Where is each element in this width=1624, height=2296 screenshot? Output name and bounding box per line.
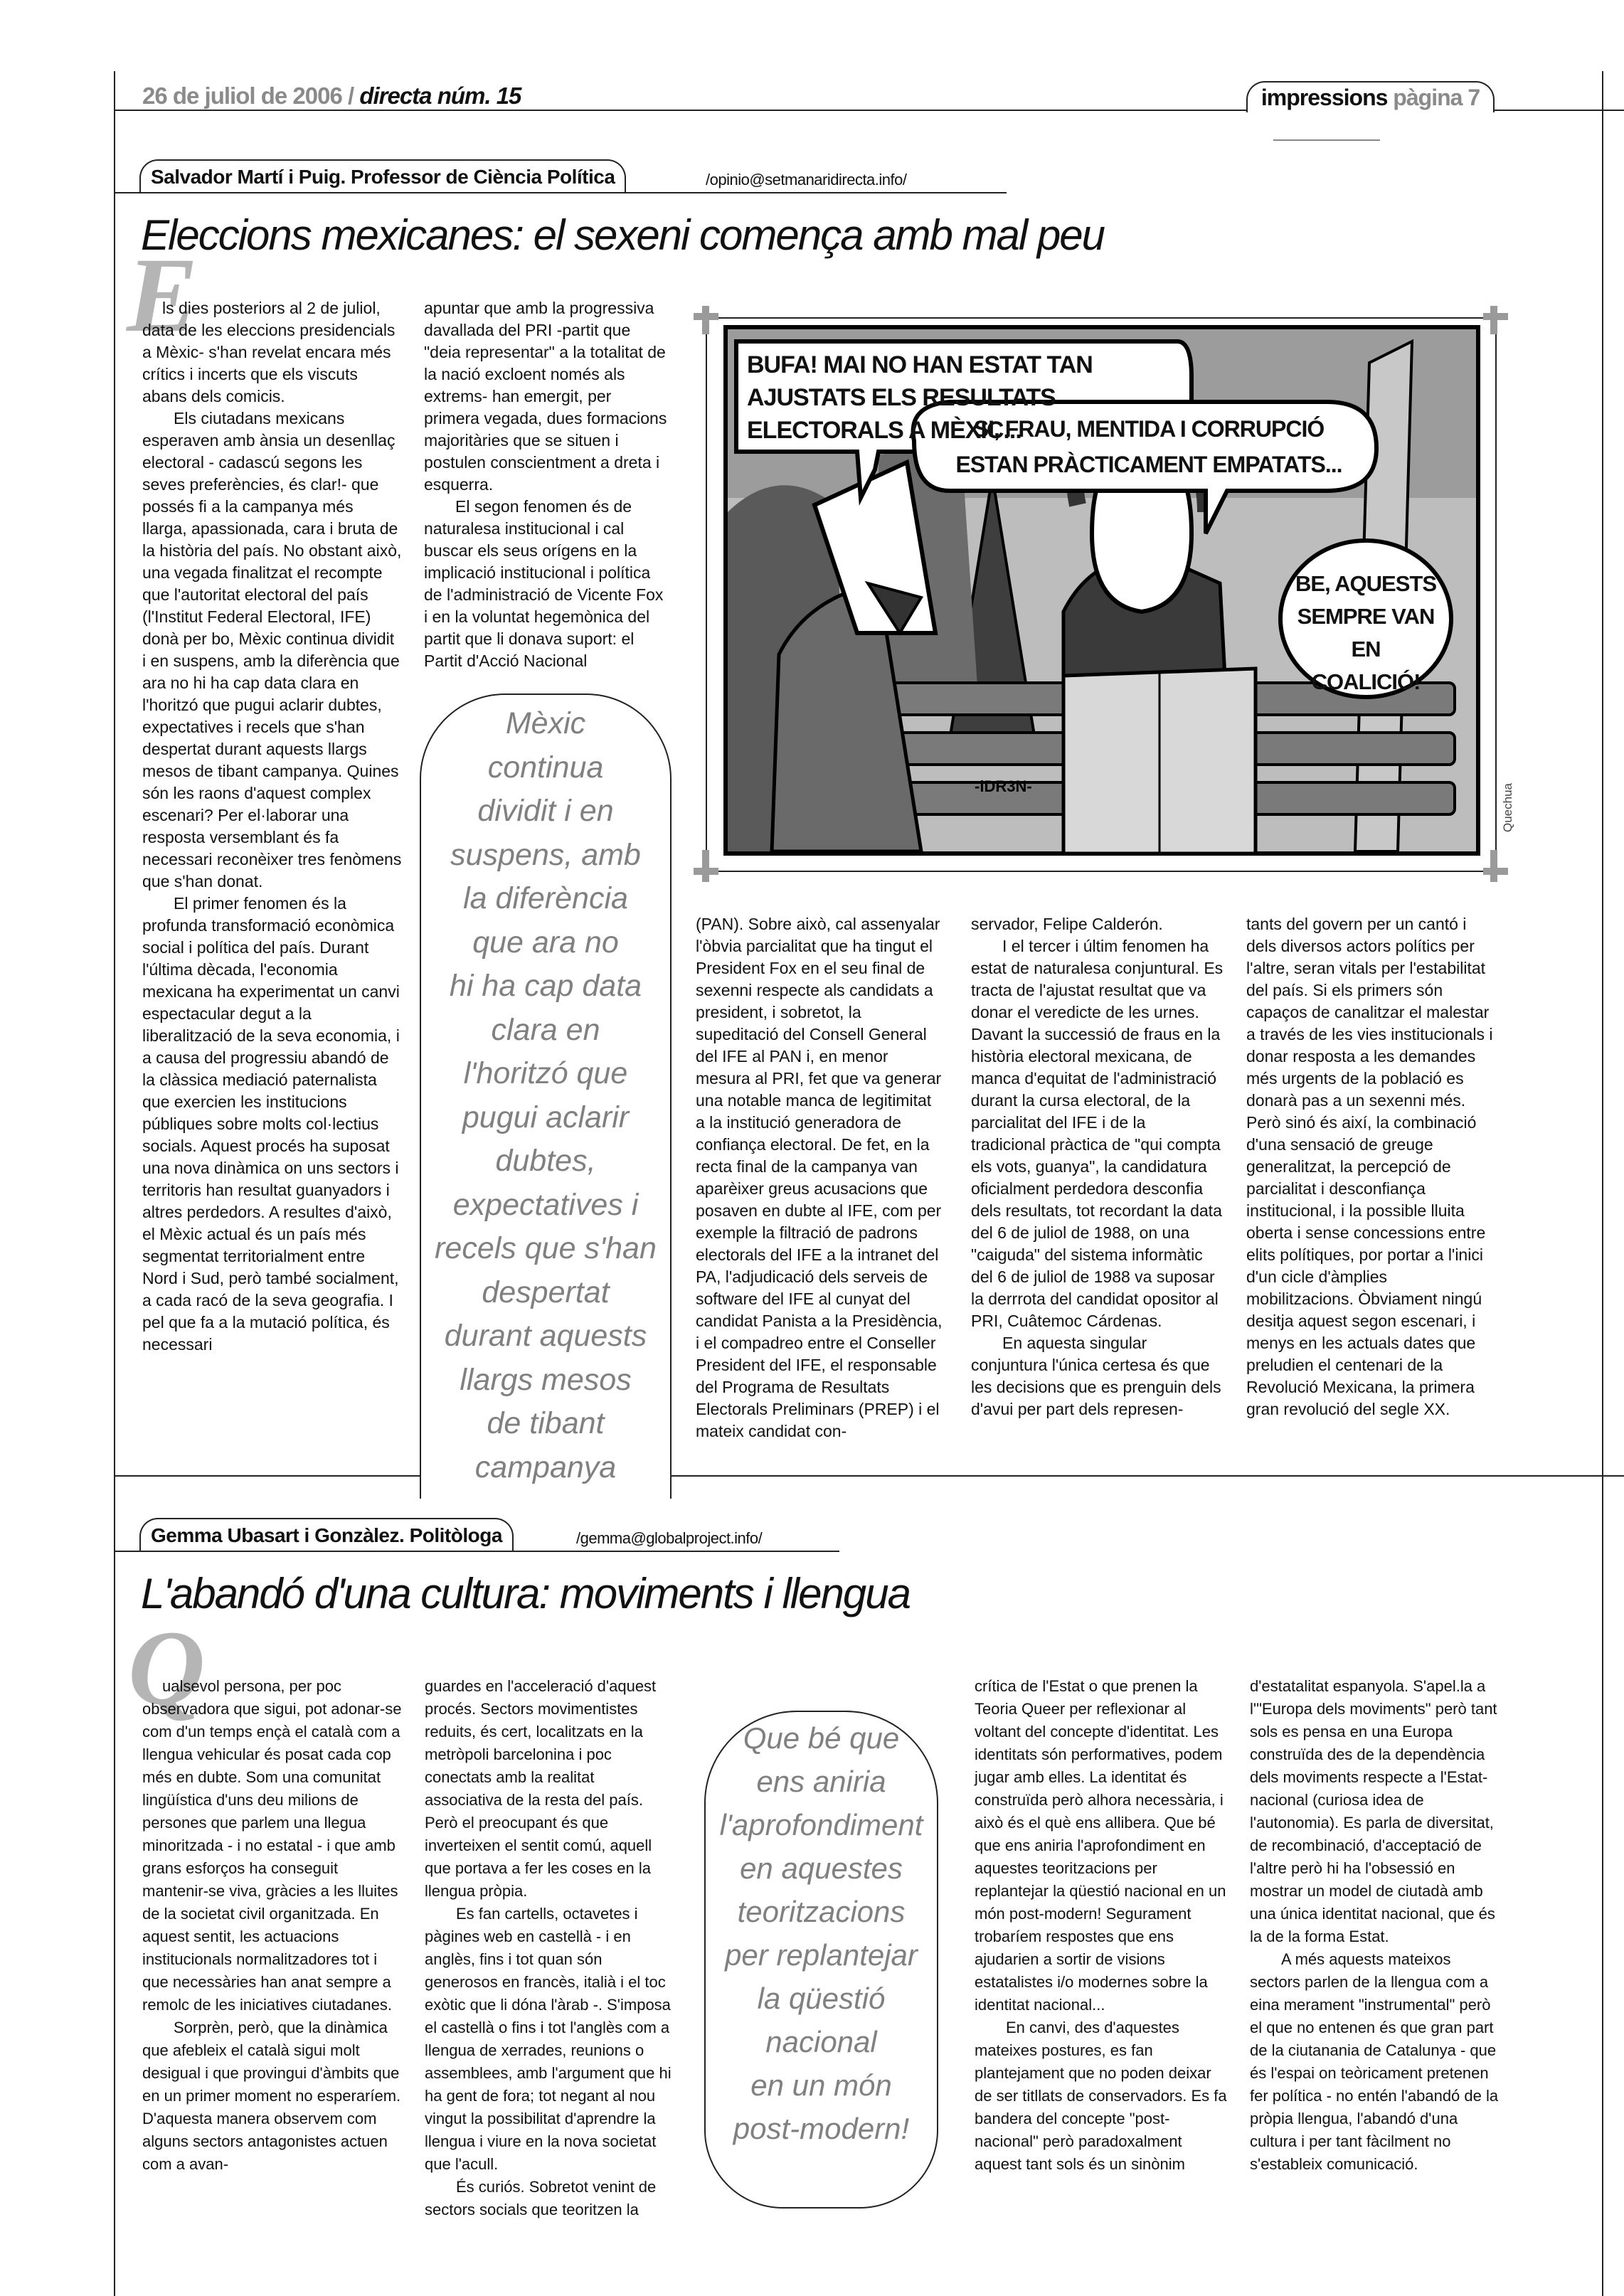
- drop-cap: Q: [128, 1609, 206, 1727]
- article1-email[interactable]: /opinio@setmanaridirecta.info/: [706, 171, 907, 188]
- article2-column-3: [975, 1675, 1227, 2176]
- article1-column-3: [696, 913, 945, 1442]
- article1-column-5: [1246, 913, 1499, 1420]
- paragraph: crítica de l'Estat o que prenen la Teoria Queer per reflexionar al voltant del concepte d'identitat. Les identitats són performatives, podem jugar amb elles. La identitat és construïda però alhora necessària, i això és el què ens allibera. Que bé que ens aniria l'aprofondiment en aquestes teoritzacions per replantejar la qüestió nacional en un món post-modern! Segurament trobaríem respostes que ens ajudarien a sortir de visions estatalistes i/o modernes sobre la identitat nacional...: [975, 1677, 1226, 2014]
- tab-underline: [1273, 139, 1380, 141]
- article1-column-1: [142, 297, 402, 1356]
- issue-date: 26 de juliol de 2006 /: [142, 83, 354, 109]
- paragraph: tants del govern per un cantó i dels diversos actors polítics per l'altre, seran vitals per l'estabilitat del país. Si els primers són capaços de canalitzar el malestar a través de les vies institucionals i donar resposta a les demandes més urgents de la població es donarà pas a un sexenni més. Però sinó és així, la combinació d'una sensació de greuge generalitzat, la percepció de parcialitat i desconfiança institucional, i la possible lluita oberta i sense concessions entre elits polítiques, por portar a l'inici d'un cicle d'àmplies mobilitzacions. Òbviament ningú desitja aquest segon escenari, i menys en les actuals dates que preludien el centenari de la Revolució Mexicana, la primera gran revolució del segle XX.: [1246, 915, 1493, 1418]
- paragraph: guardes en l'acceleració d'aquest procés. Sectors movimentistes reduits, és cert, localitzats en la metròpoli barcelonina i poc conectats amb la realitat associativa de la resta del país. Però el preocupant és que inverteixen el sentit comú, aquell que portava a fer les coses en la llengua pròpia.: [425, 1677, 657, 1900]
- article1-column-4: [971, 913, 1224, 1420]
- paragraph: En canvi, des d'aquestes mateixes postures, es fan plantejament que no poden deixar de ser titllats de conservadors. Es fa bandera del concepte "post-nacional" però paradoxalment aquest tant sols és un sinònim: [975, 2019, 1227, 2173]
- section-divider: [114, 1475, 1624, 1477]
- paragraph: ls dies posteriors al 2 de juliol, data de les eleccions presidencials a Mèxic- s'han revelat encara més crítics i incerts que els viscuts abans dels comicis.: [142, 299, 396, 405]
- paragraph: d'estatalitat espanyola. S'apel.la a l'"Europa dels moviments" però tant sols es pensa en una Europa construïda des de la dependència dels moviments respecte a l'Estat-nacional (curiosa idea de l'autonomia). Es parla de diversitat, de recombinació, d'acceptació de l'altre però hi ha l'obsessió en mostrar un model de ciutadà amb una única identitat nacional, que és la de la forma Estat.: [1250, 1677, 1497, 1945]
- pull-quote: Mèxic continua dividit i en suspens, amb la diferència que ara no hi ha cap data clara en l'horitzó que pugui aclarir dubtes, expectatives i recels que s'han despertat durant aquests llargs mesos de tibant campanya: [420, 693, 672, 1499]
- paragraph: apuntar que amb la progressiva davallada del PRI -partit que "deia representar" a la totalitat de la nació excloent només als extrems- han emergit, per primera vegada, dues formacions majoritàries que se situen i postulen conscientment a dreta i esquerra.: [424, 299, 667, 494]
- drop-cap: E: [127, 236, 198, 354]
- speech-bubble-3: BE, AQUESTS SEMPRE VAN EN COALICIÓ!: [1295, 571, 1436, 694]
- issue-number: directa núm. 15: [359, 83, 521, 109]
- cartoon-credit: Quechua: [1501, 783, 1514, 832]
- byline-rule: [114, 1551, 839, 1552]
- right-margin-rule: [1602, 71, 1603, 2296]
- section-name: impressions: [1261, 85, 1388, 110]
- article1-title: Eleccions mexicanes: el sexeni comença amb mal peu: [141, 211, 1105, 259]
- paragraph: ualsevol persona, per poc observadora que sigui, pot adonar-se com d'un temps ençà el català com a llengua vehicular és posat cada cop més en dubte. Som una comunitat lingüística d'uns deu milions de persones que parlem una llegua minoritzada - i no estatal - i que amb grans esforços ha conseguit mantenir-se viva, gràcies a les lluites de la societat civil organitzada. En aquest sentit, les actuacions institucionals normalitzadores tot i que necessàries han anat sempre a remolc de les iniciatives ciutadanes.: [142, 1677, 402, 2014]
- byline-rule: [114, 192, 1007, 193]
- signature: -iDR3N-: [975, 777, 1032, 795]
- paragraph: El primer fenomen és la profunda transformació econòmica social i política del país. Durant l'última dècada, l'economia mexicana ha experimentat un canvi espectacular degut a la liberalització de la seva economia, i a causa del progressiu abandó de la clàssica mediació paternalista que exercien les institucions públiques sobre molts col·lectius socials. Aquest procés ha suposat una nova dinàmica on uns sectors i territoris han resultat guanyadors i altres perdedors. A resultes d'això, el Mèxic actual és un país més segmentat territorialment entre Nord i Sud, però també socialment, a cada racó de la seva geografia. I pel que fa a la mutació política, és necessari: [142, 894, 400, 1354]
- paragraph: servador, Felipe Calderón.: [971, 915, 1163, 933]
- article2-title: L'abandó d'una cultura: moviments i llengua: [141, 1570, 910, 1617]
- author-name: Gemma Ubasart i Gonzàlez. Politòloga: [151, 1524, 502, 1546]
- section-tab: [1246, 81, 1495, 112]
- paragraph: Els ciutadans mexicans esperaven amb ànsia un desenllaç electoral - cadascú segons les seves preferències, és clar!- que possés fi a la campanya més llarga, apassionada, cara i bruta de la història del país. No obstant això, una vegada finalitzat el recompte que l'autoritat electoral del país (l'Institut Federal Electoral, IFE) donà per bo, Mèxic continua dividit i en suspens, amb la diferència que ara no hi ha cap data clara en l'horitzó que pugui aclarir dubtes, expectatives i recels que s'han despertat durant aquests llargs mesos de tibant campanya. Quines són les raons d'aquest complex escenari? Per el·laborar una resposta versemblant és fa necessari reconèixer tres fenòmens que s'han donat.: [142, 409, 402, 891]
- article2-email[interactable]: /gemma@globalproject.info/: [576, 1529, 763, 1547]
- article2-column-2: [425, 1675, 674, 2221]
- article1-byline: [139, 159, 626, 193]
- paragraph: I el tercer i últim fenomen ha estat de naturalesa conjuntural. Es tracta de l'ajustat resultat que va donar el veredicte de les urnes. Davant la successió de fraus en la història electoral mexicana, de manca d'equitat de l'administració durant la cursa electoral, de la parcialitat del IFE i de la tradicional pràctica de "qui compta els vots, guanya", la candidatura oficialment perdedora desconfia dels resultats, tot recordant la data del 6 de juliol de 1988, on una "caiguda" del sistema informàtic del 6 de juliol de 1988 va suposar la derrrota del candidat opositor al PRI, Cuâtemoc Cárdenas.: [971, 937, 1224, 1330]
- speech-bubble-2: SI, FRAU, MENTIDA I CORRUPCIÓ ESTAN PRÀCTICAMENT EMPATATS...: [955, 416, 1342, 477]
- issue-header: [142, 83, 521, 110]
- paragraph: El segon fenomen és de naturalesa institucional i cal buscar els seus orígens en la implicació institucional i política de l'administració de Vicente Fox i en la voluntat hegemònica del partit que li donava suport: el Partit d'Acció Nacional: [424, 497, 664, 670]
- paragraph: És curiós. Sobretot venint de sectors socials que teoritzen la: [425, 2178, 657, 2218]
- page-number: pàgina 7: [1393, 85, 1480, 110]
- paragraph: A més aquests mateixos sectors parlen de la llengua com a eina merament "instrumental" però el que no entenen és que gran part de la ciutanania de Catalunya - que és l'espai on teòricament pretenen fer política - no entén l'abandó de la pròpia llengua, l'abandó d'una cultura i per tant fàcilment no s'estableix comunicació.: [1250, 1950, 1499, 2173]
- paragraph: En aquesta singular conjuntura l'única certesa és que les decisions que es prenguin dels d'avui per part dels represen-: [971, 1334, 1221, 1418]
- speech-bubble-1: BUFA! MAI NO HAN ESTAT TAN AJUSTATS ELS RESULTATS ELECTORALS A MÈXIC...: [747, 351, 1093, 444]
- article2-byline: [139, 1518, 514, 1552]
- paragraph: Sorprèn, però, que la dinàmica que afebleix el català sigui molt desigual i que provingui d'àmbits que en un primer moment no esperaríem. D'aquesta manera observem com alguns sectors antagonistes actuen com a avan-: [142, 2019, 401, 2173]
- article2-column-1: [142, 1675, 402, 2176]
- author-name: Salvador Martí i Puig. Professor de Ciència Política: [151, 166, 615, 188]
- pull-quote: Que bé que ens aniria l'aprofondiment en aquestes teoritzacions per replantejar la qüestió nacional en un món post-modern!: [704, 1711, 938, 2209]
- paragraph: Es fan cartells, octavetes i pàgines web en castellà - i en anglès, fins i tot quan són generosos en francès, italià i el toc exòtic que li dóna l'àrab -. S'imposa el castellà o fins i tot l'anglès com a llengua de xerrades, reunions o assemblees, amb l'argument que hi ha gent de fora; tot negant al nou vingut la possibilitat d'aprendre la llengua i viure en la nova societat que l'acull.: [425, 1905, 672, 2173]
- cartoon: [694, 299, 1508, 889]
- article1-column-2: [424, 297, 669, 672]
- article2-column-4: [1250, 1675, 1502, 2176]
- paragraph: (PAN). Sobre això, cal assenyalar l'òbvia parcialitat que ha tingut el President Fox en el seu final de sexenni respecte als candidats a president, i sobretot, la supeditació del Consell General del IFE al PAN i, en menor mesura al PRI, fet que va generar una notable manca de legitimitat a la institució generadora de confiança electoral. De fet, en la recta final de la campanya van aparèixer greus acusacions que posaven en dubte al IFE, com per exemple la filtració de padrons electorals del IFE a la intranet del PA, l'adjudicació dels serveis de software del IFE al cunyat del candidat Panista a la Presidència, i el compadreo entre el Conseller President del IFE, el responsable del Programa de Resultats Electorals Preliminars (PREP) i el mateix candidat con-: [696, 915, 943, 1440]
- left-margin-rule: [114, 71, 115, 2296]
